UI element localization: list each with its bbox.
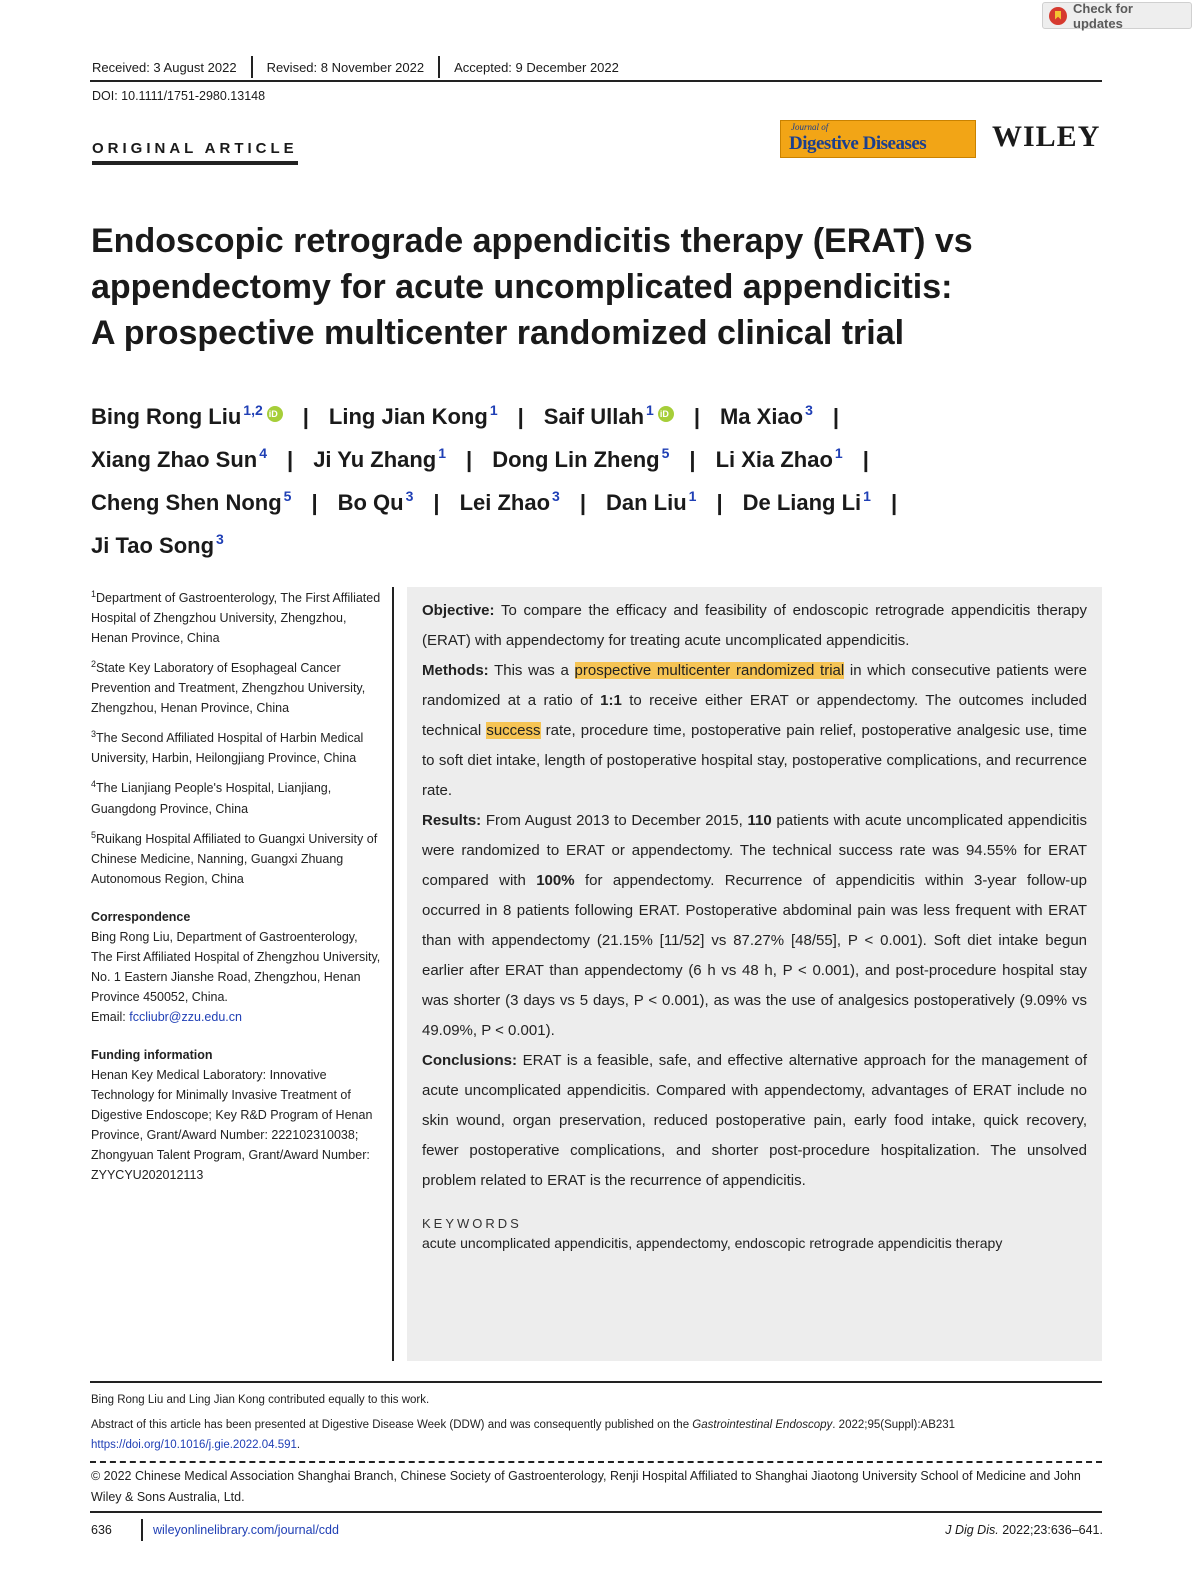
page-footer <box>91 1519 1103 1541</box>
title-line: Endoscopic retrograde appendicitis therapy (ERAT) vs <box>91 222 973 260</box>
abstract-results: Results: From August 2013 to December 2015, 110 patients with acute uncomplicated appendicitis were randomized to ERAT or appendectomy. The technical success rate was 94.55% for ERAT compared with 100% for appendectomy. Recurrence of appendicitis within 3-year follow-up occurred in 8 patients following ERAT. Postoperative abdominal pain was less frequent with ERAT than with appendectomy (21.15% [11/52] vs 87.27% [48/55], P < 0.001). Soft diet intake begun earlier after ERAT than appendectomy (6 h vs 48 h, P < 0.001), and post-procedure hospital stay was shorter (3 days vs 5 days, P < 0.001), as was the use of analgesics postoperatively (9.09% vs 49.09%, P < 0.001). <box>422 812 1087 1039</box>
author-affiliation[interactable]: 1 <box>646 402 654 418</box>
title-line: A prospective multicenter randomized clinical trial <box>91 314 905 352</box>
journal-url-link[interactable]: wileyonlinelibrary.com/journal/cdd <box>153 1523 339 1537</box>
email-link[interactable]: fccliubr@zzu.edu.cn <box>129 1009 242 1024</box>
side-column <box>91 584 381 1185</box>
author-affiliation[interactable]: 5 <box>661 445 670 461</box>
footnote-dashed-rule <box>90 1461 1102 1463</box>
footnote-equal-contribution: Bing Rong Liu and Ling Jian Kong contributed equally to this work. <box>91 1394 430 1406</box>
doi: DOI: 10.1111/1751-2980.13148 <box>92 89 266 103</box>
author-line: Bing Rong Liu $^{1,2}$iD | Ling Jian Kong $^1$ | Saif Ullah $^1$iD | Ma Xiao $^3$ | <box>91 392 1101 435</box>
publisher-logo: WILEY <box>992 120 1101 153</box>
highlight: prospective multicenter randomized trial <box>574 662 845 679</box>
author-name[interactable]: Dan Liu <box>605 490 687 515</box>
header-rule <box>90 80 1102 82</box>
author-affiliation[interactable]: 1 <box>688 488 697 504</box>
abstract-methods: Methods: This was a prospective multicenter randomized trial in which consecutive patients were randomized at a ratio of 1:1 to receive either ERAT or appendectomy. The outcomes included technical success rate, procedure time, postoperative pain relief, postoperative analgesic use, time to soft diet intake, length of postoperative hospital stay, postoperative complications, and recurrence rate. <box>422 662 1087 799</box>
author-name[interactable]: Xiang Zhao Sun <box>91 447 258 472</box>
correspondence-text: Bing Rong Liu, Department of Gastroenterology, The First Affiliated Hospital of Zhengzhou University, No. 1 Eastern Jianshe Road, Zhengzhou, Henan Province 450052, China. <box>91 929 381 1004</box>
title-line: appendectomy for acute uncomplicated appendicitis: <box>91 268 953 306</box>
affiliation: $^2$State Key Laboratory of Esophageal Cancer Prevention and Treatment, Zhengzhou University, Zhengzhou, Henan Province, China <box>91 659 366 716</box>
correspondence <box>91 907 381 1027</box>
funding-text: Henan Key Medical Laboratory: Innovative Technology for Minimally Invasive Treatment of Digestive Endoscope; Key R&D Program of Henan Province, Grant/Award Number: 222102310038; Zhongyuan Talent Program, Grant/Award Number: ZYYCYU202012113 <box>91 1067 373 1182</box>
author-line: Xiang Zhao Sun $^4$ | Ji Yu Zhang $^1$ | Dong Lin Zheng $^5$ | Li Xia Zhao $^1$ | <box>91 445 869 472</box>
author-list <box>91 392 1101 564</box>
author-name[interactable]: Cheng Shen Nong <box>91 490 282 515</box>
keywords: acute uncomplicated appendicitis, appendectomy, endoscopic retrograde appendicitis therapy <box>422 1235 1003 1251</box>
abstract-text <box>422 596 1087 1196</box>
column-divider <box>392 587 394 1361</box>
author-affiliation[interactable]: 3 <box>216 531 224 547</box>
affiliation: $^3$The Second Affiliated Hospital of Harbin Medical University, Harbin, Heilongjiang Province, China <box>91 729 364 766</box>
affiliation: $^1$Department of Gastroenterology, The First Affiliated Hospital of Zhengzhou University, Zhengzhou, Henan Province, China <box>91 589 381 646</box>
funding-heading: Funding information <box>91 1047 213 1062</box>
author-affiliation[interactable]: 4 <box>259 445 268 461</box>
author-name[interactable]: De Liang Li <box>742 490 862 515</box>
author-line <box>91 521 1101 564</box>
received-date: Received: 3 August 2022 <box>92 60 237 75</box>
abstract-conclusions: Conclusions: ERAT is a feasible, safe, and effective alternative approach for the management of acute uncomplicated appendicitis. Compared with appendectomy, advantages of ERAT include no skin wound, organ preservation, reduced postoperative pain, early food intake, quick recovery, fewer postoperative complications, and shorter post-procedure hospitalization. The unsolved problem related to ERAT is the recurrence of appendicitis. <box>422 1052 1087 1189</box>
journal-logo-small: Journal of <box>791 122 829 132</box>
journal-logo <box>780 120 976 158</box>
doi-link[interactable]: https://doi.org/10.1016/j.gie.2022.04.591 <box>91 1439 297 1451</box>
abstract-objective: Objective: To compare the efficacy and feasibility of endoscopic retrograde appendicitis therapy (ERAT) with appendectomy for treating acute uncomplicated appendicitis. <box>422 602 1087 649</box>
copyright: © 2022 Chinese Medical Association Shanghai Branch, Chinese Society of Gastroenterology, Renji Hospital Affiliated to Shanghai Jiaotong University School of Medicine and John Wiley & Sons Australia, Ltd. <box>91 1469 1081 1504</box>
author-name[interactable]: Ji Yu Zhang <box>313 447 437 472</box>
orcid-icon[interactable] <box>267 406 283 422</box>
author-affiliation[interactable]: 5 <box>283 488 292 504</box>
author-name[interactable]: Lei Zhao <box>459 490 551 515</box>
author-affiliation[interactable]: 1,2 <box>243 402 263 418</box>
history-dates <box>92 60 633 78</box>
author-line: Cheng Shen Nong $^5$ | Bo Qu $^3$ | Lei Zhao $^3$ | Dan Liu $^1$ | De Liang Li $^1$ | <box>91 488 898 515</box>
author-affiliation[interactable]: 3 <box>805 402 813 418</box>
accepted-date: Accepted: 9 December 2022 <box>454 60 619 75</box>
abstract-box <box>407 587 1102 1361</box>
check-for-updates-button[interactable] <box>1042 2 1192 29</box>
author-name[interactable]: Dong Lin Zheng <box>492 447 660 472</box>
check-for-updates-label: Check for updates <box>1073 0 1133 31</box>
bookmark-icon <box>1049 7 1067 25</box>
author-name[interactable]: Bing Rong Liu <box>91 404 242 429</box>
author-name[interactable]: Ji Tao Song <box>91 533 215 558</box>
author-affiliation[interactable]: 3 <box>552 488 560 504</box>
author-name[interactable]: Saif Ullah <box>543 404 645 429</box>
divider <box>251 56 253 78</box>
author-name[interactable]: Bo Qu <box>337 490 404 515</box>
correspondence-email: Email: fccliubr@zzu.edu.cn <box>91 1009 242 1024</box>
article-type: ORIGINAL ARTICLE <box>92 140 298 165</box>
highlight: success <box>486 722 541 739</box>
correspondence-heading: Correspondence <box>91 909 191 924</box>
author-affiliation[interactable]: 1 <box>438 445 447 461</box>
footnote-rule <box>90 1381 1102 1383</box>
affiliation: $^4$The Lianjiang People's Hospital, Lianjiang, Guangdong Province, China <box>91 779 332 816</box>
revised-date: Revised: 8 November 2022 <box>266 60 425 75</box>
affiliation: $^5$Ruikang Hospital Affiliated to Guangxi University of Chinese Medicine, Nanning, Guangxi Zhuang Autonomous Region, China <box>91 829 378 886</box>
keywords-heading: KEYWORDS <box>422 1216 522 1231</box>
journal-logo-name: Digestive Diseases <box>789 133 927 154</box>
footnote-presented: Abstract of this article has been presented at Digestive Disease Week (DDW) and was consequently published on the Gastrointestinal Endoscopy. 2022;95(Suppl):AB231 https://doi.org/10.1016/j.gie.2022.04.591. <box>91 1419 956 1451</box>
author-name[interactable]: Ma Xiao <box>719 404 804 429</box>
divider <box>141 1519 143 1541</box>
author-affiliation[interactable]: 1 <box>489 402 498 418</box>
funding <box>91 1045 381 1185</box>
author-name[interactable]: Ling Jian Kong <box>328 404 488 429</box>
author-affiliation[interactable]: 1 <box>834 445 843 461</box>
orcid-icon[interactable] <box>658 406 674 422</box>
divider <box>438 56 440 78</box>
author-affiliation[interactable]: 3 <box>405 488 414 504</box>
footer-rule <box>90 1511 1102 1513</box>
page-number: 636 <box>91 1523 112 1537</box>
author-affiliation[interactable]: 1 <box>863 488 871 504</box>
article-title <box>91 218 1031 356</box>
author-name[interactable]: Li Xia Zhao <box>715 447 833 472</box>
citation: J Dig Dis. 2022;23:636–641. <box>945 1523 1103 1537</box>
